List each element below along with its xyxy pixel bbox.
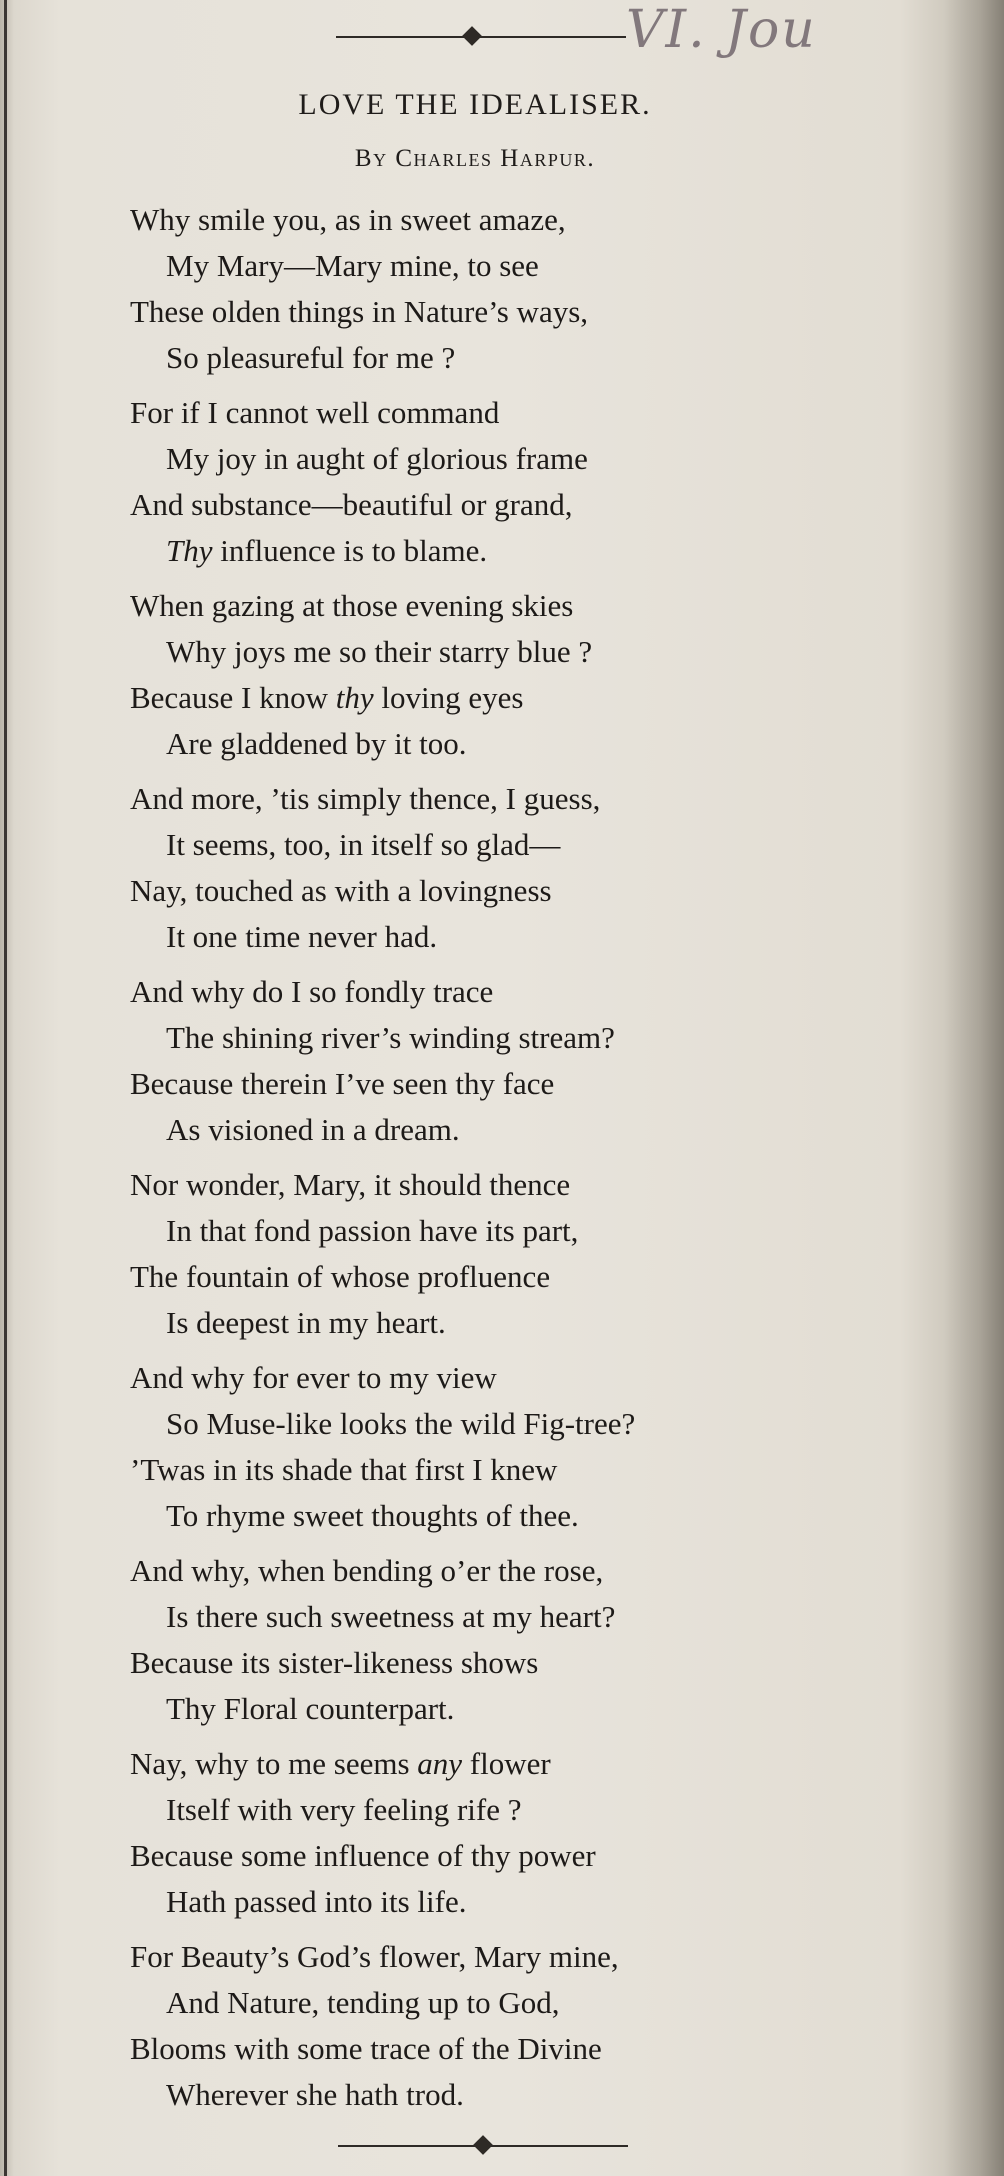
top-ornament-diamond xyxy=(462,26,482,46)
poem-stanza xyxy=(130,969,950,1153)
poem-line xyxy=(130,482,950,528)
poem-stanza xyxy=(130,1741,950,1925)
poem-line xyxy=(130,969,950,1015)
poem-line xyxy=(130,289,950,335)
poem-line xyxy=(130,1640,950,1686)
line-text: Nor wonder, Mary, it should thence xyxy=(130,1167,571,1202)
line-text: And Nature, tending up to God, xyxy=(166,1985,560,2020)
poem-line xyxy=(130,1300,950,1346)
emphasis-word: Thy xyxy=(166,533,213,568)
line-text: When gazing at those evening skies xyxy=(130,588,574,623)
line-text: It one time never had. xyxy=(166,919,438,954)
poem-line xyxy=(130,2026,950,2072)
line-text: Blooms with some trace of the Divine xyxy=(130,2031,602,2066)
line-text: Nay, why to me seems xyxy=(130,1746,418,1781)
poem-stanza xyxy=(130,390,950,574)
line-text: It seems, too, in itself so glad— xyxy=(166,827,561,862)
line-text: And substance—beautiful or grand, xyxy=(130,487,573,522)
poem-line xyxy=(130,243,950,289)
poem-stanza xyxy=(130,197,950,381)
line-text: Thy Floral counterpart. xyxy=(166,1691,455,1726)
poem-line xyxy=(130,1548,950,1594)
line-text: And why for ever to my view xyxy=(130,1360,497,1395)
poem-title: LOVE THE IDEALISER. xyxy=(298,88,652,121)
line-text: Because its sister-likeness shows xyxy=(130,1645,539,1680)
poem-line xyxy=(130,1162,950,1208)
poem-line xyxy=(130,1208,950,1254)
poem-line xyxy=(130,914,950,960)
line-text: And more, ’tis simply thence, I guess, xyxy=(130,781,601,816)
poem-line xyxy=(130,197,950,243)
line-text: So pleasureful for me ? xyxy=(166,340,456,375)
emphasis-word: thy xyxy=(335,680,374,715)
poem-stanza xyxy=(130,1934,950,2118)
poem-line xyxy=(130,776,950,822)
poem-line xyxy=(130,583,950,629)
poem-line xyxy=(130,1879,950,1925)
line-text: loving eyes xyxy=(373,680,524,715)
poem-line xyxy=(130,868,950,914)
poem-line xyxy=(130,1061,950,1107)
poem-line xyxy=(130,1594,950,1640)
line-text: Because I know xyxy=(130,680,336,715)
poem-line xyxy=(130,1833,950,1879)
line-text: My joy in aught of glorious frame xyxy=(166,441,588,476)
poem-line xyxy=(130,1493,950,1539)
column-rule xyxy=(4,0,7,2176)
poem-line xyxy=(130,1686,950,1732)
poem-stanza xyxy=(130,583,950,767)
poem-line xyxy=(130,1787,950,1833)
poem-line xyxy=(130,1107,950,1153)
poem-stanza xyxy=(130,1548,950,1732)
line-text: In that fond passion have its part, xyxy=(166,1213,579,1248)
handwritten-note: VI. Jou xyxy=(626,0,817,60)
line-text: Nay, touched as with a lovingness xyxy=(130,873,552,908)
line-text: For if I cannot well command xyxy=(130,395,500,430)
poem-stanza xyxy=(130,776,950,960)
line-text: As visioned in a dream. xyxy=(166,1112,460,1147)
poem-line xyxy=(130,629,950,675)
line-text: Are gladdened by it too. xyxy=(166,726,467,761)
line-text: To rhyme sweet thoughts of thee. xyxy=(166,1498,579,1533)
poem-line xyxy=(130,675,950,721)
bottom-ornament-diamond xyxy=(473,2135,493,2155)
line-text: Itself with very feeling rife ? xyxy=(166,1792,522,1827)
line-text: The shining river’s winding stream? xyxy=(166,1020,615,1055)
line-text: My Mary—Mary mine, to see xyxy=(166,248,539,283)
poem-line xyxy=(130,1254,950,1300)
line-text: Wherever she hath trod. xyxy=(166,2077,464,2112)
poem-byline: By Charles Harpur. xyxy=(354,145,596,172)
line-text: Is there such sweetness at my heart? xyxy=(166,1599,616,1634)
line-text: Why smile you, as in sweet amaze, xyxy=(130,202,566,237)
line-text: Because therein I’ve seen thy face xyxy=(130,1066,555,1101)
line-text: And why, when bending o’er the rose, xyxy=(130,1553,604,1588)
line-text: These olden things in Nature’s ways, xyxy=(130,294,589,329)
poem-line xyxy=(130,335,950,381)
emphasis-word: any xyxy=(417,1746,463,1781)
poem-line xyxy=(130,436,950,482)
poem-stanza xyxy=(130,1355,950,1539)
line-text: Is deepest in my heart. xyxy=(166,1305,446,1340)
line-text: Why joys me so their starry blue ? xyxy=(166,634,593,669)
poem-line xyxy=(130,528,950,574)
poem-line xyxy=(130,2072,950,2118)
poem-stanza xyxy=(130,1162,950,1346)
line-text: So Muse-like looks the wild Fig-tree? xyxy=(166,1406,636,1441)
poem-line xyxy=(130,1934,950,1980)
line-text: The fountain of whose profluence xyxy=(130,1259,551,1294)
line-text: ’Twas in its shade that first I knew xyxy=(130,1452,558,1487)
page-fold-shadow xyxy=(944,0,1004,2176)
poem-line xyxy=(130,721,950,767)
line-text: Because some influence of thy power xyxy=(130,1838,596,1873)
poem-line xyxy=(130,390,950,436)
poem-line xyxy=(130,1401,950,1447)
poem-line xyxy=(130,822,950,868)
poem-body xyxy=(130,197,950,2127)
poem-line xyxy=(130,1980,950,2026)
line-text: Hath passed into its life. xyxy=(166,1884,467,1919)
line-text: For Beauty’s God’s flower, Mary mine, xyxy=(130,1939,619,1974)
line-text: And why do I so fondly trace xyxy=(130,974,494,1009)
poem-line xyxy=(130,1741,950,1787)
poem-line xyxy=(130,1355,950,1401)
poem-line xyxy=(130,1015,950,1061)
line-text: flower xyxy=(462,1746,551,1781)
line-text: influence is to blame. xyxy=(212,533,488,568)
poem-line xyxy=(130,1447,950,1493)
